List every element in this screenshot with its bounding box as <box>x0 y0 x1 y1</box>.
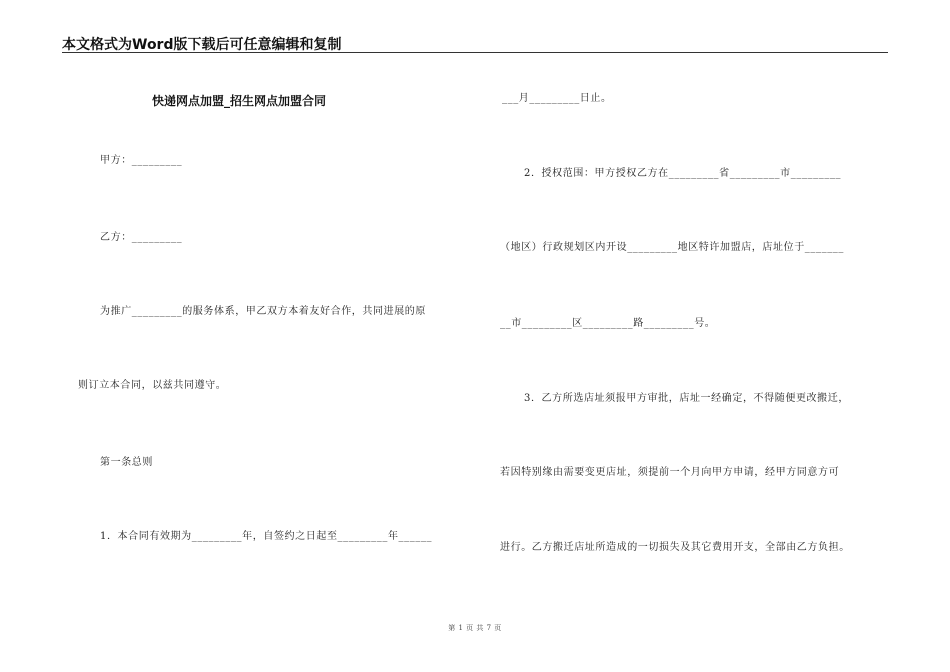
header-divider <box>62 52 888 53</box>
page-indicator: 第 1 页 共 7 页 <box>448 624 502 632</box>
document-title: 快递网点加盟_招生网点加盟合同 <box>152 94 327 108</box>
header-banner: 本文格式为Word版下载后可任意编辑和复制 <box>62 37 342 53</box>
clause-1-line: 1．本合同有效期为_________年，自签约之日起至_________年______ <box>100 531 433 542</box>
clause-2-line-3: __市_________区_________路_________号。 <box>500 318 716 329</box>
party-a-line: 甲方：_________ <box>100 155 183 166</box>
preamble-line-2: 则订立本合同，以兹共同遵守。 <box>78 380 227 391</box>
clause-3-line-2: 若因特别缘由需要变更店址，须提前一个月向甲方申请，经甲方同意方可 <box>500 467 840 478</box>
clause-2-line-1: 2．授权范围：甲方授权乙方在_________省_________市_________ <box>524 168 842 179</box>
article-one-heading: 第一条总则 <box>100 457 153 468</box>
clause-1-continuation: ___月_________日止。 <box>502 93 612 104</box>
party-b-line: 乙方：_________ <box>100 232 183 243</box>
clause-3-line-3: 进行。乙方搬迁店址所造成的一切损失及其它费用开支，全部由乙方负担。 <box>500 542 850 553</box>
clause-2-line-2: （地区）行政规划区内开设_________地区特许加盟店，店址位于_______ <box>500 242 844 253</box>
clause-3-line-1: 3．乙方所选店址须报甲方审批，店址一经确定，不得随便更改搬迁， <box>524 393 849 404</box>
preamble-line-1: 为推广_________的服务体系，甲乙双方本着友好合作，共同进展的原 <box>100 306 426 317</box>
